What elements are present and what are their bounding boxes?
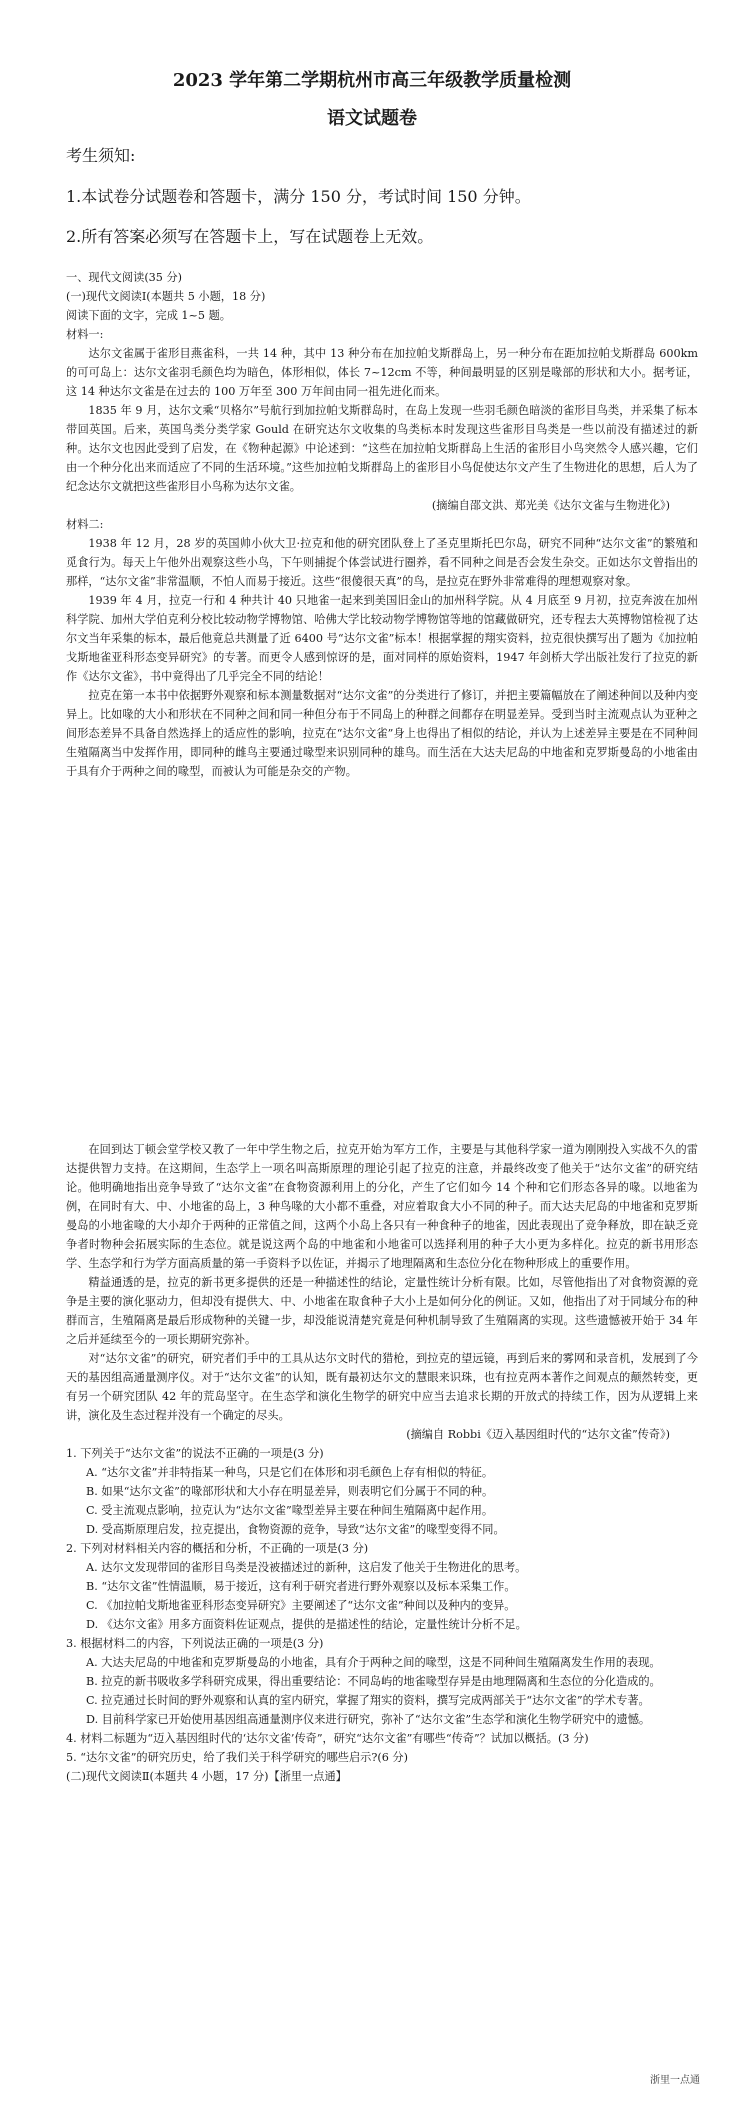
question-option: D. 《达尔文雀》用多方面资料佐证观点，提供的是描述性的结论，定量性统计分析不足。 <box>86 1618 527 1631</box>
question-5: 5. “达尔文雀”的研究历史，给了我们关于科学研究的哪些启示?(6 分) <box>66 1751 408 1764</box>
question-option: A. “达尔文雀”并非特指某一种鸟，只是它们在体形和羽毛颜色上存有相似的特征。 <box>86 1466 494 1479</box>
material-2-paragraph: 1938 年 12 月，28 岁的英国帅小伙大卫·拉克和他的研究团队登上了圣克里斯托巴尔岛，研究不同种“达尔文雀”的繁殖和觅食行为。每天上午他外出观察这些小鸟，下午则捕捉个体尝试进行圈养，看不同种之间是否会发生杂交。正如达尔文曾指出的那样，“达尔文雀”非常温顺，不怕人而易于接近。这些“很傻很天真”的鸟，是拉克在野外非常难得的理想观察对象。 <box>66 537 698 588</box>
question-option: C. 拉克通过长时间的野外观察和认真的室内研究，掌握了翔实的资料，撰写完成两部关于“达尔文雀”的学术专著。 <box>86 1694 650 1707</box>
exam-title: 2023 学年第二学期杭州市高三年级教学质量检测 <box>172 70 572 91</box>
section-2-heading: (二)现代文阅读Ⅱ(本题共 4 小题，17 分)【浙里一点通】 <box>66 1770 347 1783</box>
exam-subtitle: 语文试题卷 <box>327 108 417 129</box>
footer-watermark: 浙里一点通 <box>650 2075 700 2086</box>
question-1 <box>66 1444 698 1539</box>
material-2-paragraph: 1939 年 4 月，拉克一行和 4 种共计 40 只地雀一起来到美国旧金山的加州科学院。从 4 月底至 9 月初，拉克奔波在加州科学院、加州大学伯克利分校比较动物学博物馆、哈佛大学比较动物学博物馆等地的馆藏做研究，还专程去大英博物馆检视了达尔文当年采集的标本，最后他竟总共测量了近 6400 号“达尔文雀”标本！根据掌握的翔实资料，拉克很快撰写出了题为《加拉帕戈斯地雀亚科形态变异研究》的专著。而更令人感到惊讶的是，面对同样的原始资料，1947 年剑桥大学出版社发行了拉克的新作《达尔文雀》，书中竟得出了几乎完全不同的结论！ <box>66 594 698 683</box>
material-1-source: (摘编自邵文洪、郑光美《达尔文雀与生物进化》) <box>431 499 670 512</box>
material-1-label: 材料一: <box>66 328 104 341</box>
question-option: B. “达尔文雀”性情温顺，易于接近，这有利于研究者进行野外观察以及标本采集工作。 <box>86 1580 516 1593</box>
notice-heading: 考生须知: <box>66 146 136 165</box>
material-1-paragraph: 1835 年 9 月，达尔文乘“贝格尔”号航行到加拉帕戈斯群岛时，在岛上发现一些羽毛颜色暗淡的雀形目鸟类，并采集了标本带回英国。后来，英国鸟类分类学家 Gould 在研究达尔文收集的鸟类标本时发现这些雀形目鸟类是一些以前没有描述过的新种。达尔文也因此受到了启发，在《物种起源》中论述到：“这些在加拉帕戈斯群岛上生活的雀形目小鸟突然令人感兴趣，它们由一个种分化出来而适应了不同的生活环境。”这些加拉帕戈斯群岛上的雀形目小鸟促使达尔文产生了生物进化的思想，后人为了纪念达尔文就把这些雀形目小鸟称为达尔文雀。 <box>66 404 698 493</box>
question-stem: 1. 下列关于“达尔文雀”的说法不正确的一项是(3 分) <box>66 1447 324 1460</box>
question-stem: 3. 根据材料二的内容，下列说法正确的一项是(3 分) <box>66 1637 324 1650</box>
section-heading: 一、现代文阅读(35 分) <box>66 271 183 284</box>
material-2-label: 材料二: <box>66 518 104 531</box>
question-option: A. 大达夫尼岛的中地雀和克罗斯曼岛的小地雀，具有介于两种之间的喙型，这是不同种间生殖隔离发生作用的表现。 <box>86 1656 661 1669</box>
notice-item-1: 1.本试卷分试题卷和答题卡，满分 150 分，考试时间 150 分钟。 <box>66 187 531 206</box>
instruction: 阅读下面的文字，完成 1~5 题。 <box>66 309 231 322</box>
question-option: B. 如果“达尔文雀”的喙部形状和大小存在明显差异，则表明它们分属于不同的种。 <box>86 1485 494 1498</box>
question-option: C. 《加拉帕戈斯地雀亚科形态变异研究》主要阐述了“达尔文雀”种间以及种内的变异。 <box>86 1599 516 1612</box>
reading-part-2 <box>66 1140 698 1786</box>
question-option: D. 受高斯原理启发，拉克提出，食物资源的竞争，导致“达尔文雀”的喙型变得不同。 <box>86 1523 505 1536</box>
question-stem: 2. 下列对材料相关内容的概括和分析，不正确的一项是(3 分) <box>66 1542 369 1555</box>
material-2-source: (摘编自 Robbi《迈入基因组时代的“达尔文雀”传奇》) <box>406 1428 670 1441</box>
question-2 <box>66 1539 698 1634</box>
reading-part-1 <box>66 268 698 781</box>
question-option: D. 目前科学家已开始使用基因组高通量测序仪来进行研究，弥补了“达尔文雀”生态学和演化生物学研究中的遗憾。 <box>86 1713 651 1726</box>
question-option: A. 达尔文发现带回的雀形目鸟类是没被描述过的新种，这启发了他关于生物进化的思考。 <box>86 1561 527 1574</box>
subsection-heading: (一)现代文阅读Ⅰ(本题共 5 小题，18 分) <box>66 290 266 303</box>
question-3 <box>66 1634 698 1729</box>
material-2-paragraph: 精益通透的是，拉克的新书更多提供的还是一种描述性的结论，定量性统计分析有限。比如，尽管他指出了对食物资源的竞争是主要的演化驱动力，但却没有提供大、中、小地雀在取食种子大小上是如何分化的例证。又如，他指出了对于同域分布的种群而言，生殖隔离是最后形成物种的关键一步，却没能说清楚究竟是何种机制导致了生殖隔离的实现。这些遗憾被开始于 34 年之后并延续至今的一项长期研究弥补。 <box>66 1276 698 1346</box>
notice-item-2: 2.所有答案必须写在答题卡上，写在试题卷上无效。 <box>66 227 434 246</box>
material-1-paragraph: 达尔文雀属于雀形目燕雀科，一共 14 种，其中 13 种分布在加拉帕戈斯群岛上，另一种分布在距加拉帕戈斯群岛 600km 的可可岛上：达尔文雀羽毛颜色均为暗色，体形相似，体长 7~12cm 不等，种间最明显的区别是喙部的形状和大小。据考证，这 14 种达尔文雀是在过去的 100 万年至 300 万年间由同一祖先进化而来。 <box>66 347 698 398</box>
question-4: 4. 材料二标题为“迈入基因组时代的‘达尔文雀’传奇”，研究“达尔文雀”有哪些“传奇”？试加以概括。(3 分) <box>66 1732 589 1745</box>
question-option: B. 拉克的新书吸收多学科研究成果，得出重要结论：不同岛屿的地雀喙型存异是由地理隔离和生态位的分化造成的。 <box>86 1675 661 1688</box>
material-2-paragraph: 拉克在第一本书中依据野外观察和标本测量数据对“达尔文雀”的分类进行了修订，并把主要篇幅放在了阐述种间以及种内变异上。比如喙的大小和形状在不同种之间和同一种但分布于不同岛上的种群之间都存在明显差异。受到当时主流观点认为亚种之间形态差异不具备自然选择上的适应性的影响，拉克在“达尔文雀”身上也得出了相似的结论，并认为上述差异主要是在不同种间生殖隔离当中发挥作用，即同种的雌鸟主要通过喙型来识别同种的雄鸟。而生活在大达夫尼岛的中地雀和克罗斯曼岛的小地雀由于具有介于两种之间的喙型，而被认为可能是杂交的产物。 <box>66 689 698 778</box>
material-2-paragraph: 对“达尔文雀”的研究，研究者们手中的工具从达尔文时代的猎枪，到拉克的望远镜，再到后来的雾网和录音机，发展到了今天的基因组高通量测序仪。对于“达尔文雀”的认知，既有最初达尔文的慧眼来识珠，也有拉克两本著作之间观点的颠然转变，更有另一个研究团队 42 年的荒岛坚守。在生态学和演化生物学的研究中应当去追求长期的开放式的持续工作，因为从逻辑上来讲，演化及生态过程并没有一个确定的尽头。 <box>66 1352 698 1422</box>
question-option: C. 受主流观点影响，拉克认为“达尔文雀”喙型差异主要在种间生殖隔离中起作用。 <box>86 1504 494 1517</box>
material-2-paragraph: 在回到达丁顿会堂学校又教了一年中学生物之后，拉克开始为军方工作，主要是与其他科学家一道为刚刚投入实战不久的雷达提供智力支持。在这期间，生态学上一项名叫高斯原理的理论引起了拉克的注意，并最终改变了他关于“达尔文雀”的研究结论。他明确地指出竞争导致了“达尔文雀”在食物资源利用上的分化，产生了它们如今 14 个种和它们形态各异的喙。以地雀为例，在同时有大、中、小地雀的岛上，3 种鸟喙的大小都不重叠，对应着取食大小不同的种子。而大达夫尼岛的中地雀和克罗斯曼岛的小地雀喙的大小却介于两种的正常值之间，这两个小岛上各只有一种食种子的地雀，因此表现出了竞争释放，即在缺乏竞争者时物种会拓展实际的生态位。就是说这两个岛的中地雀和小地雀可以选择利用的种子大小更为多样化。拉克的新书用形态学、生态学和行为学方面高质量的第一手资料予以佐证，并揭示了地理隔离和生态位分化在物种形成上的重要作用。 <box>66 1143 698 1270</box>
